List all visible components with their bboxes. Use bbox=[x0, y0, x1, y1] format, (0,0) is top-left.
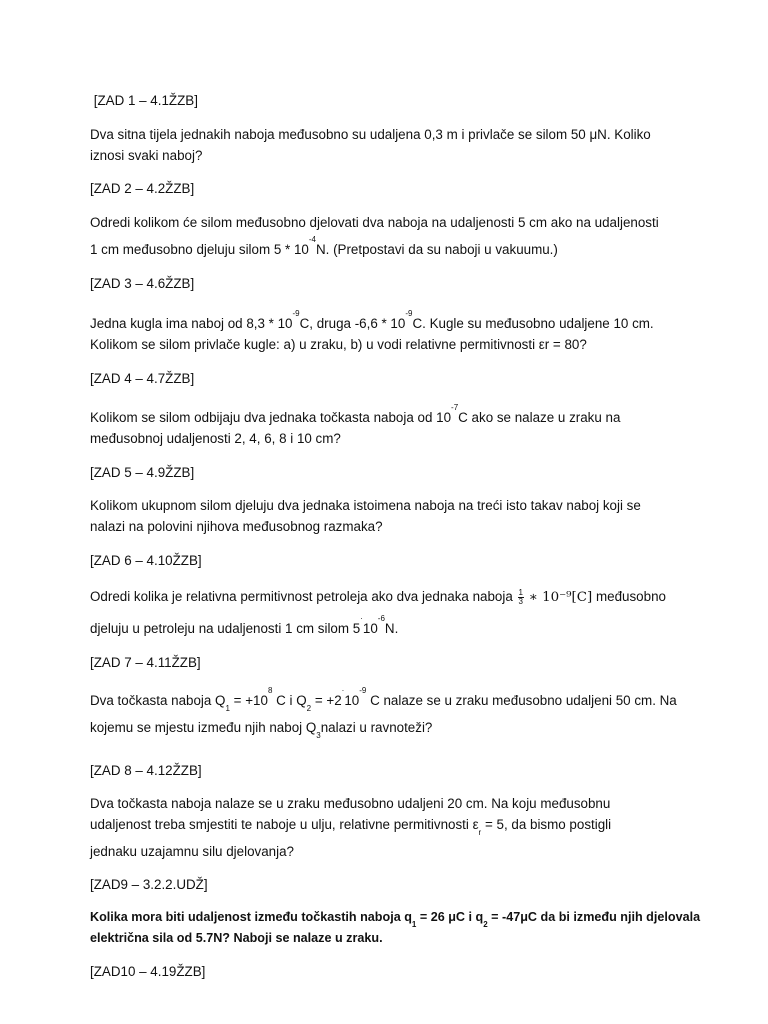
task-5-heading: [ZAD 5 – 4.9ŽZB] bbox=[90, 465, 195, 480]
task-4-text: Kolikom se silom odbijaju dva jednaka točkasta naboja od $10^{-7}C$ ako se nalaze u zraku na međusobnoj udaljenosti 2, 4, 6, 8 i 10 cm? bbox=[90, 403, 621, 446]
task-3-heading: [ZAD 3 – 4.6ŽZB] bbox=[90, 276, 195, 291]
task-1-text: Dva sitna tijela jednakih naboja međusobno su udaljena 0,3 m i privlače se silom 50 μN. Koliko iznosi svaki naboj? bbox=[90, 127, 651, 163]
task-8-heading: [ZAD 8 – 4.12ŽZB] bbox=[90, 763, 202, 778]
task-1-heading: [ZAD 1 – 4.1ŽZB] bbox=[93, 93, 198, 108]
task-3-text: Jedna kugla ima naboj od $8,3 * 10^{-9}C$, druga $-6,6 * 10^{-9}C$. Kugle su međusobno udaljene 10 cm. Kolikom se silom privlače kugle: a) u zraku, b) u vodi relativne permitivnosti εr = 80? bbox=[90, 309, 654, 352]
task-5-text: Kolikom ukupnom silom djeluju dva jednaka istoimena naboja na treći isto takav naboj koji se nalazi na polovini njihova međusobnog razmaka? bbox=[90, 498, 641, 534]
task-8-text: Dva točkasta naboja nalaze se u zraku međusobno udaljeni 20 cm. Na koju međusobnu udaljenost treba smjestiti te naboje u ulju, relativne permitivnosti $\varepsilon_r = 5$, da bismo postigli jednaku uzajamnu silu djelovanja? bbox=[90, 796, 612, 859]
fraction-one-third: $\frac{1}{3}$ bbox=[518, 587, 523, 606]
task-9-text: Kolika mora biti udaljenost između točkastih naboja $q_1 = 26$ μC i $q_2 = -47\mu C$ da bi između njih djelovala električna sila od 5.7N? Naboji se nalaze u zraku. bbox=[90, 910, 701, 945]
task-6-text: Odredi kolika je relativna permitivnost petroleja ako dva jednaka naboja $\frac{1}{3}$ ∗ 10⁻⁹[C] međusobno djeluju u petroleju na udaljenosti 1 cm silom $5^\cdot 10^{-6}N$. bbox=[90, 587, 666, 636]
task-2-text: Odredi kolikom će silom međusobno djelovati dva naboja na udaljenosti 5 cm ako na udaljenosti 1 cm međusobno djeluju silom $5 * 10^{-4}N$. (Pretpostavi da su naboji u vakuumu.) bbox=[90, 215, 659, 257]
task-10-heading: [ZAD10 – 4.19ŽZB] bbox=[90, 964, 206, 979]
task-2-heading: [ZAD 2 – 4.2ŽZB] bbox=[90, 181, 195, 196]
task-4-heading: [ZAD 4 – 4.7ŽZB] bbox=[90, 371, 195, 386]
task-7-heading: [ZAD 7 – 4.11ŽZB] bbox=[90, 655, 201, 670]
task-9-heading: [ZAD9 – 3.2.2.UDŽ] bbox=[90, 877, 208, 892]
task-6-heading: [ZAD 6 – 4.10ŽZB] bbox=[90, 553, 202, 568]
task-7-text: Dva točkasta naboja $Q_1 = +10^8$ C i $Q_2 = +2^\cdot 10^{-9}$ C nalaze se u zraku međusobno udaljeni 50 cm. Na kojemu se mjestu između njih naboj $Q_3nalazi$ u ravnoteži? bbox=[90, 686, 677, 740]
